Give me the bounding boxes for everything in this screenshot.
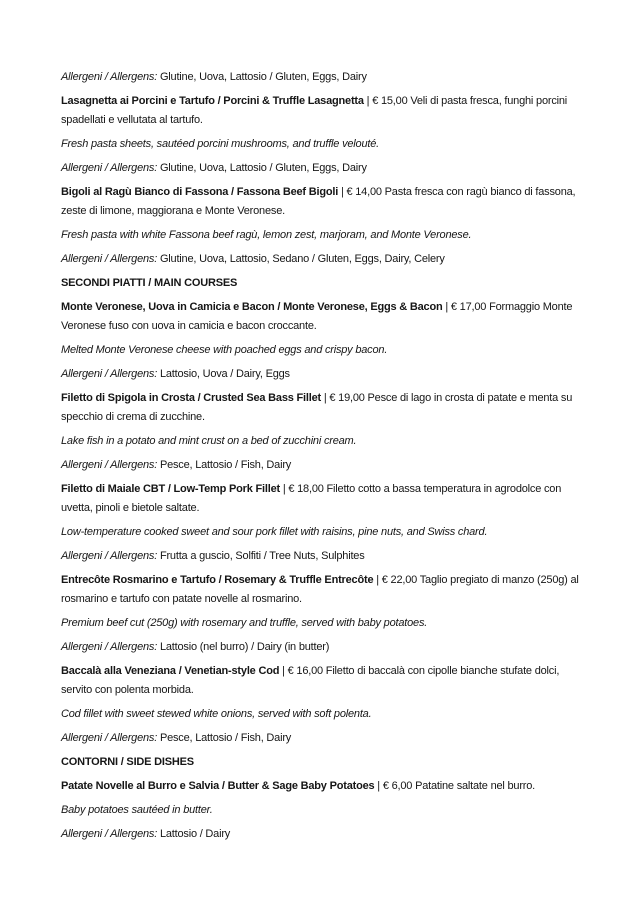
dish-translation-text: Cod fillet with sweet stewed white onions, served with soft polenta.	[61, 708, 372, 720]
allergen-label: Allergeni / Allergens:	[61, 459, 158, 471]
dish-paragraph	[61, 480, 582, 518]
dish-name: Filetto di Maiale CBT / Low-Temp Pork Fillet	[61, 483, 280, 495]
dish-translation	[61, 135, 582, 154]
allergen-line	[61, 159, 582, 178]
section-heading-text: SECONDI PIATTI / MAIN COURSES	[61, 277, 238, 289]
allergen-label: Allergeni / Allergens:	[61, 641, 158, 653]
dish-description: Filetto di baccalà con cipolle bianche stufate dolci, servito con polenta morbida.	[61, 665, 560, 696]
allergen-line	[61, 456, 582, 475]
allergen-label: Allergeni / Allergens:	[61, 162, 158, 174]
dish-paragraph	[61, 662, 582, 700]
dish-description: Pesce di lago in crosta di patate e menta su specchio di crema di zucchine.	[61, 392, 573, 423]
allergen-values: Glutine, Uova, Lattosio, Sedano / Gluten, Eggs, Dairy, Celery	[159, 253, 445, 265]
dish-name: Lasagnetta ai Porcini e Tartufo / Porcini & Truffle Lasagnetta	[61, 95, 364, 107]
allergen-line	[61, 365, 582, 384]
dish-translation	[61, 432, 582, 451]
dish-description: Pasta fresca con ragù bianco di fassona, zeste di limone, maggiorana e Monte Veronese.	[61, 186, 576, 217]
dish-translation-text: Fresh pasta sheets, sautéed porcini mushrooms, and truffle velouté.	[61, 138, 379, 150]
dish-description: Patatine saltate nel burro.	[415, 780, 536, 792]
allergen-line	[61, 547, 582, 566]
dish-paragraph	[61, 298, 582, 336]
section-heading	[61, 753, 582, 772]
dish-name: Monte Veronese, Uova in Camicia e Bacon / Monte Veronese, Eggs & Bacon	[61, 301, 443, 313]
dish-description: Filetto cotto a bassa temperatura in agrodolce con uvetta, pinoli e bietole saltate.	[61, 483, 562, 514]
dish-price: € 6,00	[382, 780, 413, 792]
dish-paragraph	[61, 389, 582, 427]
allergen-values: Lattosio, Uova / Dairy, Eggs	[159, 368, 290, 380]
dish-translation	[61, 705, 582, 724]
dish-translation-text: Lake fish in a potato and mint crust on a bed of zucchini cream.	[61, 435, 357, 447]
dish-price: € 19,00	[329, 392, 365, 404]
dish-paragraph	[61, 183, 582, 221]
price-separator: |	[445, 301, 449, 313]
menu-body	[61, 68, 582, 844]
dish-translation-text: Fresh pasta with white Fassona beef ragù, lemon zest, marjoram, and Monte Veronese.	[61, 229, 472, 241]
allergen-values: Pesce, Lattosio / Fish, Dairy	[159, 459, 292, 471]
dish-price: € 15,00	[372, 95, 408, 107]
allergen-line	[61, 68, 582, 87]
allergen-values: Lattosio (nel burro) / Dairy (in butter)	[159, 641, 330, 653]
allergen-values: Lattosio / Dairy	[159, 828, 231, 840]
section-heading	[61, 274, 582, 293]
price-separator: |	[282, 665, 285, 677]
dish-paragraph	[61, 777, 582, 796]
dish-translation-text: Low-temperature cooked sweet and sour pork fillet with raisins, pine nuts, and Swiss chard.	[61, 526, 488, 538]
dish-name: Filetto di Spigola in Crosta / Crusted Sea Bass Fillet	[61, 392, 321, 404]
allergen-line	[61, 729, 582, 748]
section-heading-text: CONTORNI / SIDE DISHES	[61, 756, 194, 768]
dish-translation	[61, 614, 582, 633]
dish-translation-text: Premium beef cut (250g) with rosemary and truffle, served with baby potatoes.	[61, 617, 428, 629]
price-separator: |	[340, 186, 344, 198]
allergen-line	[61, 638, 582, 657]
price-separator: |	[377, 780, 380, 792]
dish-name: Baccalà alla Veneziana / Venetian-style Cod	[61, 665, 280, 677]
dish-paragraph	[61, 92, 582, 130]
dish-description: Veli di pasta fresca, funghi porcini spadellati e vellutata al tartufo.	[61, 95, 568, 126]
dish-translation	[61, 341, 582, 360]
dish-translation	[61, 523, 582, 542]
price-separator: |	[376, 574, 379, 586]
dish-translation-text: Melted Monte Veronese cheese with poached eggs and crispy bacon.	[61, 344, 388, 356]
allergen-label: Allergeni / Allergens:	[61, 71, 158, 83]
dish-translation-text: Baby potatoes sautéed in butter.	[61, 804, 213, 816]
price-separator: |	[282, 483, 286, 495]
allergen-label: Allergeni / Allergens:	[61, 550, 158, 562]
price-separator: |	[323, 392, 327, 404]
dish-price: € 18,00	[288, 483, 324, 495]
dish-translation	[61, 226, 582, 245]
allergen-label: Allergeni / Allergens:	[61, 732, 158, 744]
allergen-values: Frutta a guscio, Solfiti / Tree Nuts, Sulphites	[159, 550, 365, 562]
allergen-label: Allergeni / Allergens:	[61, 368, 158, 380]
allergen-label: Allergeni / Allergens:	[61, 828, 158, 840]
dish-name: Patate Novelle al Burro e Salvia / Butter & Sage Baby Potatoes	[61, 780, 375, 792]
dish-price: € 17,00	[450, 301, 487, 313]
dish-paragraph	[61, 571, 582, 609]
allergen-line	[61, 250, 582, 269]
dish-translation	[61, 801, 582, 820]
price-separator: |	[366, 95, 370, 107]
dish-price: € 14,00	[346, 186, 382, 198]
allergen-line	[61, 825, 582, 844]
dish-description: Taglio pregiato di manzo (250g) al rosmarino e tartufo con patate novelle al rosmarino.	[61, 574, 579, 605]
allergen-values: Pesce, Lattosio / Fish, Dairy	[159, 732, 292, 744]
allergen-label: Allergeni / Allergens:	[61, 253, 158, 265]
dish-price: € 16,00	[287, 665, 323, 677]
allergen-values: Glutine, Uova, Lattosio / Gluten, Eggs, Dairy	[159, 71, 367, 83]
dish-description: Formaggio Monte Veronese fuso con uova in camicia e bacon croccante.	[61, 301, 573, 332]
dish-price: € 22,00	[381, 574, 418, 586]
dish-name: Entrecôte Rosmarino e Tartufo / Rosemary & Truffle Entrecôte	[61, 574, 374, 586]
allergen-values: Glutine, Uova, Lattosio / Gluten, Eggs, Dairy	[159, 162, 367, 174]
dish-name: Bigoli al Ragù Bianco di Fassona / Fassona Beef Bigoli	[61, 186, 339, 198]
